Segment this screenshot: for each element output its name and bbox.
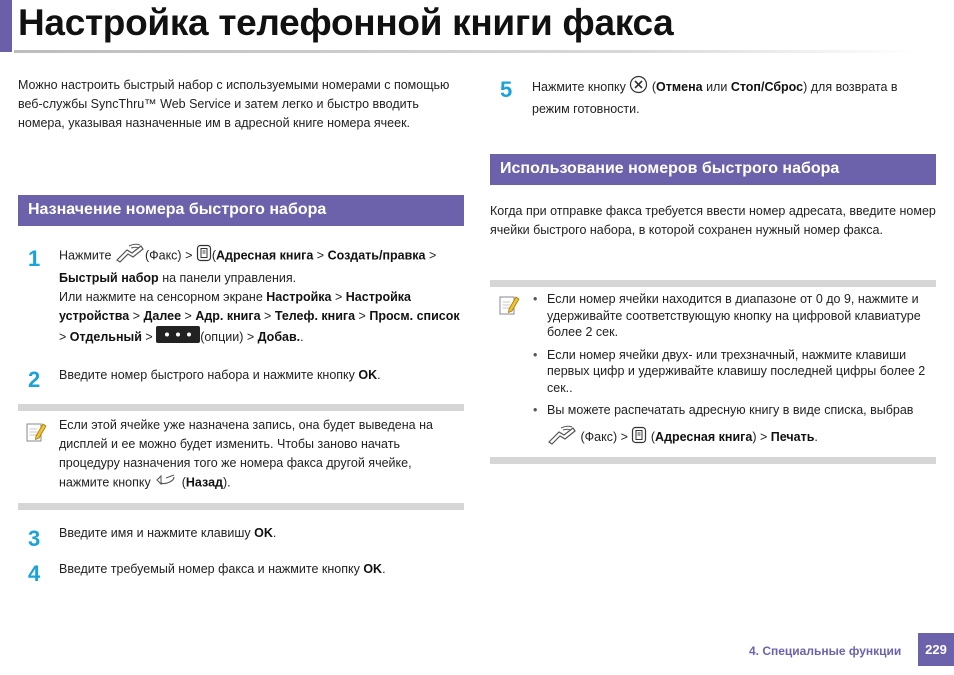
step-1-sep-4: > xyxy=(132,309,141,323)
step-1-sep-3: > xyxy=(334,290,343,304)
step-1-alt-text xyxy=(59,288,467,349)
step-1-sep-8: > xyxy=(59,329,67,344)
step-3-end: . xyxy=(272,526,277,540)
note-print-address-book: Адресная книга xyxy=(655,429,753,444)
note-pencil-icon xyxy=(498,294,520,316)
section-heading-assign: Назначение номера быстрого набора xyxy=(18,195,464,226)
step-1-sep-6: > xyxy=(264,309,272,323)
address-book-icon xyxy=(196,244,212,268)
step-2-instruction: Введите номер быстрого набора и нажмите кнопку xyxy=(59,368,355,382)
step-1-sep-2: > xyxy=(428,248,437,263)
step-1-speed-dial: Быстрый набор xyxy=(59,271,159,285)
note-print-end: . xyxy=(814,429,818,444)
page-title: Настройка телефонной книги факса xyxy=(18,2,674,43)
list-item: • Если номер ячейки двух- или трехзначный, нажмите клавиши первых цифр и удерживайте клавишу последней цифры более 2 сек.. xyxy=(531,347,935,397)
footer-section-label: 4. Специальные функции xyxy=(749,644,902,658)
step-1-fax-label: (Факс) > xyxy=(144,248,193,263)
options-icon xyxy=(156,326,200,349)
step-2-ok: OK xyxy=(358,368,378,382)
list-item: • Если номер ячейки находится в диапазоне от 0 до 9, нажмите и удерживайте соответствующую кнопку на цифровой клавиатуре более 2 сек. xyxy=(531,291,935,341)
step-1-settings: Настройка xyxy=(266,290,332,304)
note-assign-text xyxy=(59,416,457,493)
note-back-label: Назад xyxy=(185,475,223,490)
note-print-text: Вы можете распечатать адресную книгу в виде списка, выбрав xyxy=(547,403,914,417)
step-1-phone-book: Телеф. книга xyxy=(274,309,356,323)
note-use-list xyxy=(531,291,935,456)
step-5-paren-open: ( xyxy=(651,79,657,94)
note-print-path xyxy=(547,425,935,450)
step-1-sep-1: > xyxy=(316,248,325,263)
step-number-4: 4 xyxy=(28,561,41,586)
list-item xyxy=(531,402,935,450)
step-1-sep-5: > xyxy=(184,309,192,323)
step-1-on-panel: на панели управления. xyxy=(162,271,297,285)
step-number-5: 5 xyxy=(500,77,513,102)
step-1-add: Добав. xyxy=(257,329,301,344)
step-number-3: 3 xyxy=(28,526,41,551)
step-5-cancel: Отмена xyxy=(656,79,703,94)
note-assign-body: Если этой ячейке уже назначена запись, она будет выведена на дисплей и ее можно будет изменить. Чтобы заново начать процедуру назначения того же номера факса другой ячейке, нажмите кнопку xyxy=(59,418,433,490)
title-rule xyxy=(14,50,914,53)
step-3-instruction: Введите имя и нажмите клавишу xyxy=(59,526,251,540)
step-1-options-label: (опции) > xyxy=(200,329,255,344)
section-use-paragraph: Когда при отправке факса требуется ввести номер адресата, введите номер ячейки быстрого набора, в которой сохранен нужный номер факса. xyxy=(490,204,936,237)
cancel-icon xyxy=(629,75,648,100)
address-book-icon xyxy=(631,426,647,449)
step-5-or: или xyxy=(706,79,728,94)
section-heading-use: Использование номеров быстрого набора xyxy=(490,154,936,185)
step-number-2: 2 xyxy=(28,367,41,392)
step-4-text xyxy=(59,560,467,579)
step-5-stop-reset: Стоп/Сброс xyxy=(730,79,804,94)
step-1-sep-7: > xyxy=(358,309,366,323)
note-print-label: Печать xyxy=(770,429,815,444)
step-1-next: Далее xyxy=(143,309,182,323)
fax-icon xyxy=(115,243,145,269)
step-1-device-setup: Настройка устройства xyxy=(59,290,411,323)
step-1-addr-book: Адр. книга xyxy=(195,309,261,323)
step-5-rest: ) для возврата в режим готовности. xyxy=(532,79,898,116)
step-5-press: Нажмите кнопку xyxy=(532,79,626,94)
step-number-1: 1 xyxy=(28,246,41,271)
note-print-paren: ( xyxy=(650,429,656,444)
step-3-text xyxy=(59,524,467,543)
back-icon xyxy=(154,473,178,493)
step-1-alt-intro: Или нажмите на сенсорном экране xyxy=(59,290,263,304)
page-number: 229 xyxy=(918,633,954,666)
step-2-end: . xyxy=(377,368,381,382)
note-print-fax: (Факс) > xyxy=(580,429,628,444)
step-1-view-list: Просм. список xyxy=(369,309,460,323)
step-1-individual: Отдельный xyxy=(69,329,142,344)
step-1-text: Нажмите (Факс) > (Адресная книга > Создать/правка > Быстрый набор на панели управления. xyxy=(59,243,467,288)
step-3-ok: OK xyxy=(254,526,273,540)
step-1-end: . xyxy=(300,329,304,344)
fax-icon xyxy=(547,425,577,450)
step-4-end: . xyxy=(382,562,386,576)
step-5-text xyxy=(532,75,936,119)
note-print-sep: ) > xyxy=(752,429,768,444)
page-accent-bar xyxy=(0,0,12,52)
step-2-text xyxy=(59,366,467,385)
note-paren-close: ). xyxy=(222,475,231,490)
note-pencil-icon xyxy=(25,421,47,443)
note-paren-open: ( xyxy=(181,475,186,490)
step-1-create-edit: Создать/правка xyxy=(327,248,426,263)
step-1-press: Нажмите xyxy=(59,248,112,263)
note-box-use xyxy=(490,280,936,464)
note-box-assign xyxy=(18,404,464,510)
intro-paragraph: Можно настроить быстрый набор с используемыми номерами с помощью веб-службы SyncThru™ Web Service и затем легко и быстро вводить номера, указывая назначенные им в адресной книге номера ячеек. xyxy=(18,78,450,130)
step-1-address-book: Адресная книга xyxy=(216,248,314,263)
step-1-sep-9: > xyxy=(145,329,153,344)
step-4-ok: OK xyxy=(363,562,383,576)
step-4-instruction: Введите требуемый номер факса и нажмите кнопку xyxy=(59,562,360,576)
